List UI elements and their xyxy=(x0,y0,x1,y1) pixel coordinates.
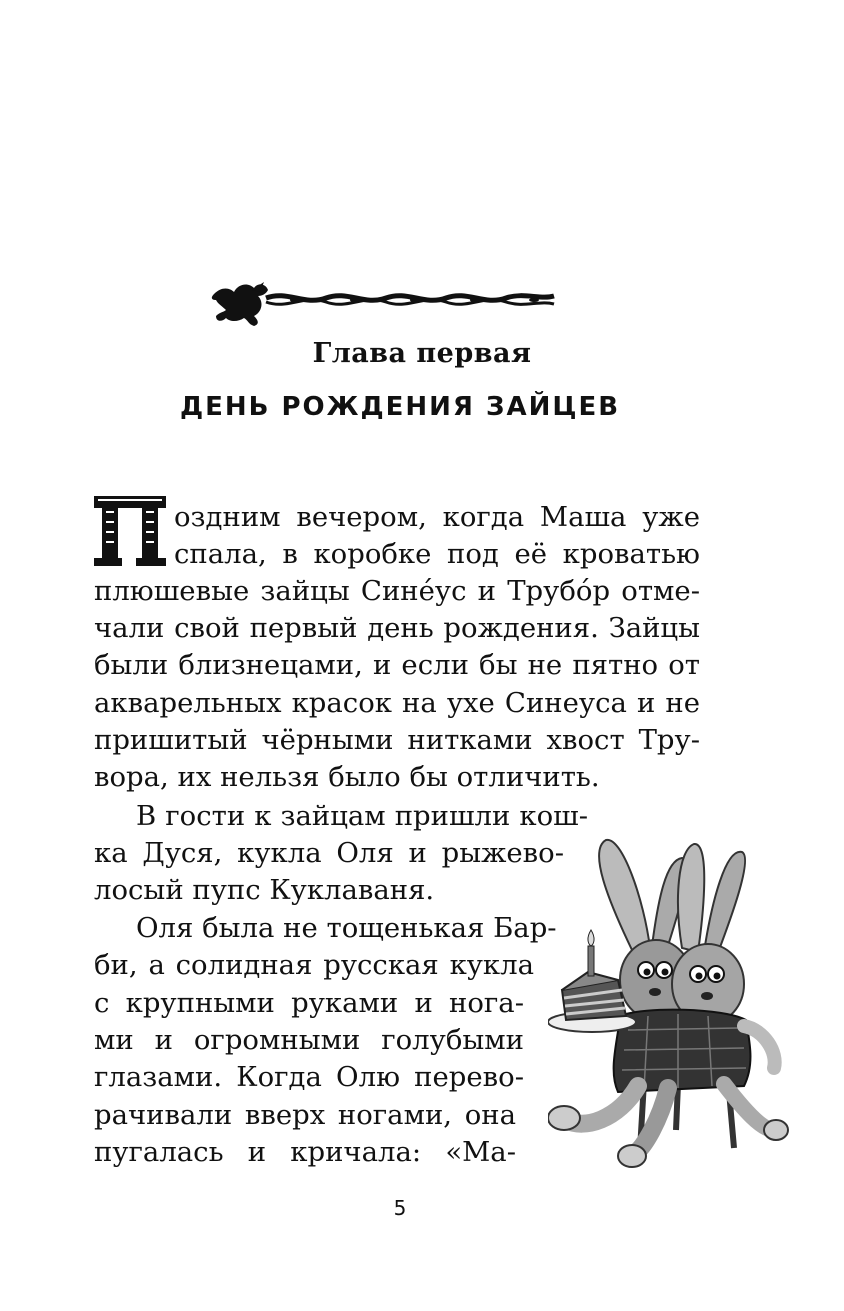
text-line: чали свой первый день рождения. Зайцы xyxy=(94,612,700,644)
chapter-subtitle: ДЕНЬ РОЖДЕНИЯ ЗАЙЦЕВ xyxy=(179,392,621,422)
text-line: вора, их нельзя было бы отличить. xyxy=(94,761,600,793)
rabbits-illustration-icon xyxy=(548,830,793,1175)
text-line: Оля была не тощенькая Бар- xyxy=(136,912,557,944)
text-line: лосый пупс Куклаваня. xyxy=(94,874,435,906)
text-line: пришитый чёрными нитками хвост Тру- xyxy=(94,724,700,756)
text-line: ми и огромными голубыми xyxy=(94,1024,524,1056)
text-line: В гости к зайцам пришли кош- xyxy=(136,800,588,832)
chapter-title: Глава первая xyxy=(312,338,532,369)
text-line: акварельных красок на ухе Синеуса и не xyxy=(94,687,700,719)
text-line: би, а солидная русская кукла xyxy=(94,949,534,981)
text-line: с крупными руками и нога- xyxy=(94,987,524,1019)
page-number: 5 xyxy=(393,1196,407,1220)
text-line: глазами. Когда Олю перево- xyxy=(94,1061,524,1093)
text-line: плюшевые зайцы Сине́ус и Трубо́р отме- xyxy=(94,575,700,607)
text-line: спала, в коробке под её кроватью xyxy=(174,538,700,570)
text-line: ка Дуся, кукла Оля и рыжево- xyxy=(94,837,564,869)
dragon-vine-ornament-icon xyxy=(208,276,558,328)
text-line: были близнецами, и если бы не пятно от xyxy=(94,649,700,681)
drop-cap xyxy=(92,492,168,570)
text-line: рачивали вверх ногами, она xyxy=(94,1099,516,1131)
text-line: пугалась и кричала: «Ма- xyxy=(94,1136,516,1168)
text-line: оздним вечером, когда Маша уже xyxy=(174,501,700,533)
